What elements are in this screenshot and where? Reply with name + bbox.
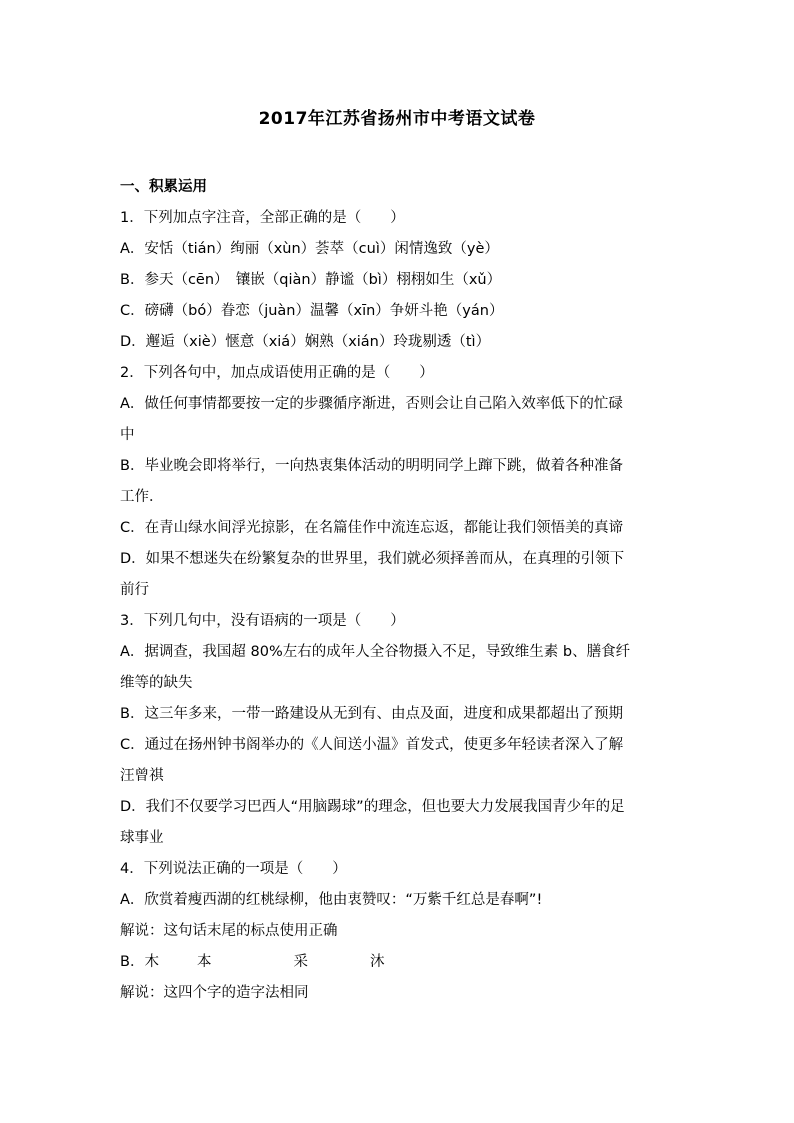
question-3-option-b: B．这三年多来，一带一路建设从无到有、由点及面，进度和成果都超出了预期 [120,706,623,722]
page-title: 2017年江苏省扬州市中考语文试卷 [258,109,536,129]
question-4-option-a: A．欣赏着瘦西湖的红桃绿柳，他由衷赞叹：“万紫千红总是春啊”! [120,892,543,908]
question-3-option-a: A．据调查，我国超 80%左右的成年人全谷物摄入不足，导致维生素 b、膳食纤 [120,644,631,660]
question-1-option-c: C．磅礴（bó）眷恋（juàn）温馨（xīn）争妍斗艳（yán） [120,303,504,319]
question-1-option-b: B．参天（cēn） 镶嵌（qiàn）静谧（bì）栩栩如生（xǔ） [120,272,502,288]
question-2-option-b: B．毕业晚会即将举行，一向热衷集体活动的明明同学上蹿下跳，做着各种准备 [120,458,623,474]
question-3-option-c-cont: 汪曾祺 [120,768,164,784]
question-4-char: 本 [196,954,212,970]
question-2-option-a: A．做任何事情都要按一定的步骤循序渐进，否则会让自己陷入效率低下的忙碌 [120,396,623,412]
question-1-option-a: A．安恬（tián）绚丽（xùn）荟萃（cuì）闲情逸致（yè） [120,241,499,257]
question-4-char: 沐 [369,954,385,970]
question-1-option-d: D．邂逅（xiè）惬意（xiá）娴熟（xián）玲珑剔透（tì） [120,334,491,350]
question-4-option-a-note: 解说：这句话末尾的标点使用正确 [120,923,338,939]
question-3-option-d-cont: 球事业 [120,830,164,846]
question-3-option-c: C．通过在扬州钟书阁举办的《人间送小温》首发式，使更多年轻读者深入了解 [120,737,624,753]
question-1-stem: 1．下列加点字注音，全部正确的是（ ） [120,210,405,226]
exam-content [120,172,680,1009]
question-4-char: 采 [293,954,308,970]
question-2-option-b-cont: 工作． [120,489,164,505]
question-2-option-d: D．如果不想迷失在纷繁复杂的世界里，我们就必须择善而从，在真理的引领下 [120,551,625,567]
question-2-option-a-cont: 中 [120,427,135,443]
question-2-option-d-cont: 前行 [120,582,149,598]
question-3-option-a-cont: 维等的缺失 [120,675,193,691]
question-4-option-b [120,947,680,978]
section-heading: 一、积累运用 [120,179,207,195]
question-2-stem: 2．下列各句中，加点成语使用正确的是（ ） [120,365,434,381]
question-3-option-d: D．我们不仅要学习巴西人“用脑踢球”的理念，但也要大力发展我国青少年的足 [120,799,625,815]
question-2-option-c: C．在青山绿水间浮光掠影，在名篇佳作中流连忘返，都能让我们领悟美的真谛 [120,520,624,536]
question-3-stem: 3．下列几句中，没有语病的一项是（ ） [120,613,405,629]
question-4-option-b-label: B．木 [120,954,159,970]
question-4-option-b-note: 解说：这四个字的造字法相同 [120,985,309,1001]
question-4-stem: 4．下列说法正确的一项是（ ） [120,861,347,877]
